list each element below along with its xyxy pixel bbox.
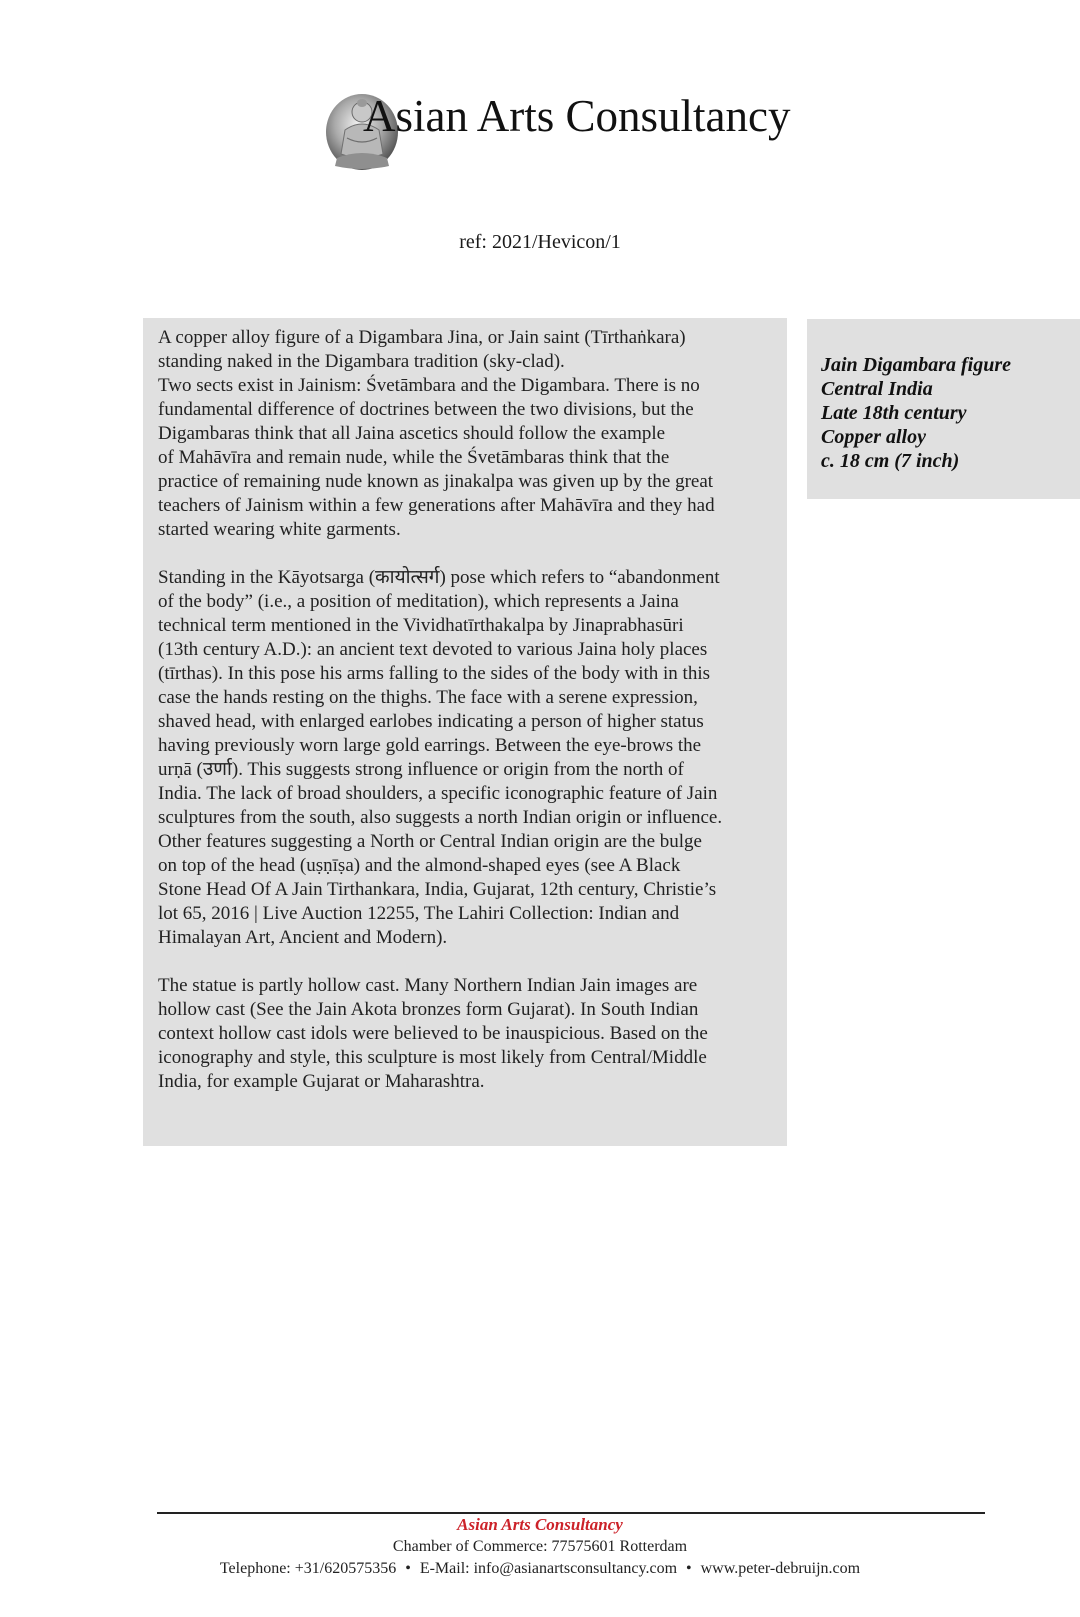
description-panel	[143, 318, 787, 1146]
footer-brand: Asian Arts Consultancy	[457, 1515, 623, 1534]
object-summary-panel	[807, 319, 1080, 499]
object-summary	[821, 353, 1011, 473]
object-material: Copper alloy	[821, 426, 926, 448]
description-paragraph-3: The statue is partly hollow cast. Many Northern Indian Jain images are hollow cast (See the Jain Akota bronzes form Gujarat). In South Indian context hollow cast idols were believed to be inauspicious. Based on the iconography and style, this sculpture is most likely from Central/Middle India, for example Gujarat or Maharashtra.	[158, 975, 708, 1092]
footer-chamber: Chamber of Commerce: 77575601 Rotterdam	[392, 1538, 688, 1555]
footer-separator: •	[405, 1560, 411, 1577]
description-text	[158, 326, 778, 1118]
object-date: Late 18th century	[821, 402, 967, 424]
footer	[0, 1514, 1080, 1580]
reference-number: ref: 2021/Hevicon/1	[459, 231, 621, 253]
object-origin: Central India	[821, 378, 933, 400]
header	[318, 82, 838, 182]
object-size: c. 18 cm (7 inch)	[821, 450, 960, 472]
description-paragraph-1: A copper alloy figure of a Digambara Jina, or Jain saint (Tīrthaṅkara) standing naked in the Digambara tradition (sky-clad). Two sects exist in Jainism: Śvetāmbara and the Digambara. There is no fundamental difference of doctrines between the two divisions, but the Digambaras think that all Jaina ascetics should follow the example of Mahāvīra and remain nude, while the Śvetāmbaras think that the practice of remaining nude known as jinakalpa was given up by the great teachers of Jainism within a few generations after Mahāvīra and they had started wearing white garments.	[158, 327, 715, 540]
object-title: Jain Digambara figure	[821, 354, 1012, 376]
footer-telephone: Telephone: +31/620575356	[219, 1560, 397, 1577]
footer-separator: •	[686, 1560, 692, 1577]
company-title: Asian Arts Consultancy	[363, 91, 791, 141]
footer-website[interactable]: www.peter-debruijn.com	[700, 1560, 861, 1577]
footer-email[interactable]: E-Mail: info@asianartsconsultancy.com	[419, 1560, 678, 1577]
footer-contact	[0, 1558, 1080, 1580]
description-paragraph-2: Standing in the Kāyotsarga (कायोत्सर्ग) pose which refers to “abandonment of the body” (i.e., a position of meditation), which represents a Jaina technical term mentioned in the Vividhatīrthakalpa by Jinaprabhasūri (13th century A.D.): an ancient text devoted to various Jaina holy places (tīrthas). In this pose his arms falling to the sides of the body with in this case the hands resting on the thighs. The face with a serene expression, shaved head, with enlarged earlobes indicating a person of higher status having previously worn large gold earrings. Between the eye-brows the urṇā (उर्णा). This suggests strong influence or origin from the north of India. The lack of broad shoulders, a specific iconographic feature of Jain sculptures from the south, also suggests a north Indian origin or influence. Other features suggesting a North or Central Indian origin are the bulge on top of the head (uṣṇīṣa) and the almond-shaped eyes (see A Black Stone Head Of A Jain Tirthankara, India, Gujarat, 12th century, Christie’s lot 65, 2016 | Live Auction 12255, The Lahiri Collection: Indian and Himalayan Art, Ancient and Modern).	[158, 567, 723, 948]
